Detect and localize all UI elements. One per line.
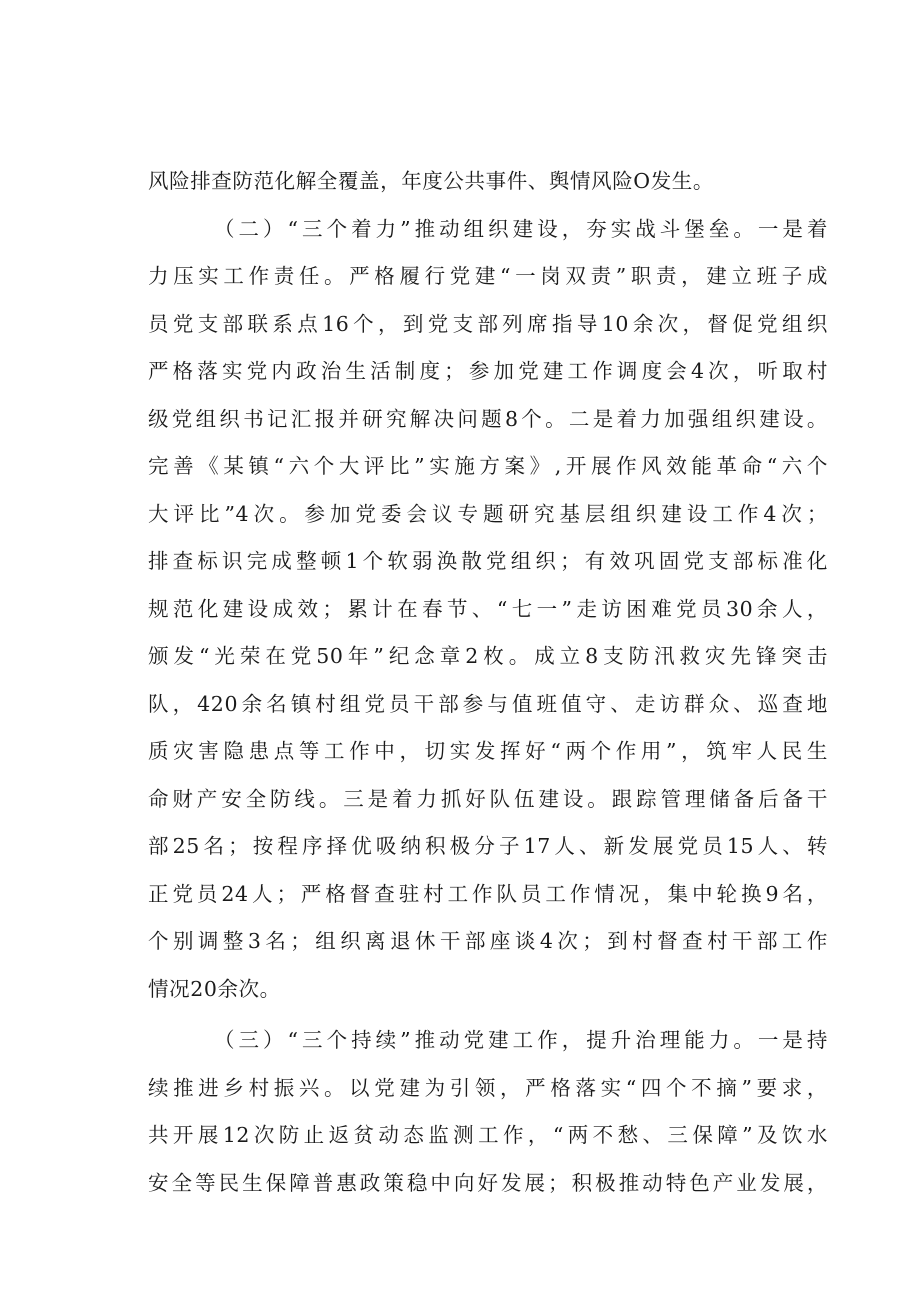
document-body xyxy=(148,158,828,1207)
body-line: 完善《某镇“六个大评比”实施方案》,开展作风效能革命“六个 xyxy=(148,454,828,478)
body-line: 情况20余次。 xyxy=(148,976,281,1001)
body-line: 颁发“光荣在党50年”纪念章2枚。成立8支防汛救灾先锋突击 xyxy=(148,644,828,668)
body-line: 规范化建设成效；累计在春节、“七一”走访困难党员30余人， xyxy=(148,596,828,621)
section-heading-line: （二）“三个着力”推动组织建设，夯实战斗堡垒。一是着 xyxy=(214,216,828,241)
body-line: 质灾害隐患点等工作中，切实发挥好“两个作用”，筑牢人民生 xyxy=(148,739,828,763)
body-line: 命财产安全防线。三是着力抓好队伍建设。跟踪管理储备后备干 xyxy=(148,786,828,811)
body-line: 严格落实党内政治生活制度；参加党建工作调度会4次，听取村 xyxy=(148,359,828,383)
body-line: 大评比”4次。参加党委会议专题研究基层组织建设工作4次； xyxy=(148,501,828,526)
body-line: 共开展12次防止返贫动态监测工作，“两不愁、三保障”及饮水 xyxy=(148,1123,828,1147)
body-line: 队，420余名镇村组党员干部参与值班值守、走访群众、巡查地 xyxy=(148,691,828,716)
body-line: 力压实工作责任。严格履行党建“一岗双责”职责，建立班子成 xyxy=(148,264,828,288)
body-line: 级党组织书记汇报并研究解决问题8个。二是着力加强组织建设。 xyxy=(148,406,828,431)
body-line: 个别调整3名；组织离退休干部座谈4次；到村督查村干部工作 xyxy=(148,929,828,953)
section-heading-line: （三）“三个持续”推动党建工作，提升治理能力。一是持 xyxy=(214,1028,828,1052)
body-line: 排查标识完成整顿1个软弱涣散党组织；有效巩固党支部标准化 xyxy=(148,549,828,573)
body-line: 续推进乡村振兴。以党建为引领，严格落实“四个不摘”要求， xyxy=(148,1075,828,1100)
body-line: 风险排查防范化解全覆盖，年度公共事件、舆情风险O发生。 xyxy=(148,169,715,193)
body-line: 安全等民生保障普惠政策稳中向好发展；积极推动特色产业发展， xyxy=(148,1170,828,1195)
body-line: 正党员24人；严格督查驻村工作队员工作情况，集中轮换9名， xyxy=(148,881,828,906)
body-line: 部25名；按程序择优吸纳积极分子17人、新发展党员15人、转 xyxy=(148,834,828,858)
body-line: 员党支部联系点16个，到党支部列席指导10余次，督促党组织 xyxy=(148,311,828,336)
